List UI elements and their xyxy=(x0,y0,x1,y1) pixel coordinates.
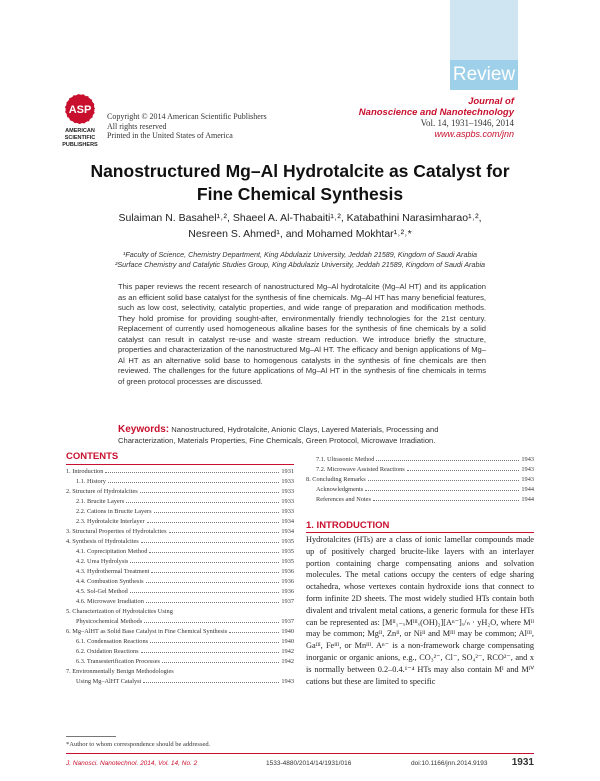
contents-entry-page: 1935 xyxy=(281,538,294,545)
contents-leader-dots xyxy=(141,542,280,543)
logo-text: ASP xyxy=(68,104,92,116)
contents-entry-page: 1933 xyxy=(281,508,294,515)
contents-entry[interactable] xyxy=(66,607,294,617)
contents-entry-page: 1940 xyxy=(281,638,294,645)
contents-entry-page: 1935 xyxy=(281,558,294,565)
contents-leader-dots xyxy=(365,490,519,491)
contents-leader-dots xyxy=(368,480,520,481)
contents-heading: CONTENTS xyxy=(66,451,119,462)
journal-info xyxy=(359,97,514,139)
paper-title xyxy=(60,160,540,206)
contents-entry-page: 1936 xyxy=(281,568,294,575)
contents-entry-label: 7. Environmentally Benign Methodologies xyxy=(66,668,174,675)
contents-entry-label: 6.2. Oxidation Reactions xyxy=(76,648,139,655)
contents-entry[interactable] xyxy=(66,627,294,637)
contents-entry-label: 4.4. Combustion Synthesis xyxy=(76,578,144,585)
keywords xyxy=(118,425,486,446)
contents-entry-label: 2.2. Cations in Brucite Layers xyxy=(76,508,152,515)
footer-rule xyxy=(66,753,534,754)
journal-url[interactable]: www.aspbs.com/jnn xyxy=(434,128,514,139)
contents-entry-label: 1.1. History xyxy=(76,478,106,485)
contents-leader-dots xyxy=(169,532,280,533)
contents-leader-dots xyxy=(162,662,279,663)
contents-entry-label: 2. Structure of Hydrotalcites xyxy=(66,488,138,495)
contents-entry-label: Acknowledgments xyxy=(316,486,364,493)
contents-leader-dots xyxy=(373,500,520,501)
contents-leader-dots xyxy=(105,472,279,473)
footnote: *Author to whom correspondence should be addressed. xyxy=(66,741,211,748)
contents-entry-page: 1944 xyxy=(521,486,534,493)
intro-rule xyxy=(306,532,534,533)
contents-entry[interactable] xyxy=(306,485,534,495)
contents-entry-label: 4.5. Sol-Gel Method xyxy=(76,588,128,595)
contents-entry-page: 1942 xyxy=(281,648,294,655)
contents-entry-page: 1936 xyxy=(281,578,294,585)
contents-leader-dots xyxy=(146,582,280,583)
contents-entry-page: 1934 xyxy=(281,518,294,525)
logo-sub-1: AMERICAN xyxy=(65,128,95,134)
copyright-line: Copyright © 2014 American Scientific Publishers xyxy=(107,112,267,121)
contents-leader-dots xyxy=(151,572,279,573)
contents-entry-label: 5. Characterization of Hydrotalcites Using xyxy=(66,608,173,615)
contents-leader-dots xyxy=(376,460,519,461)
affiliations xyxy=(60,250,540,270)
contents-entry-page: 1944 xyxy=(521,496,534,503)
footer-issn: 1533-4880/2014/14/1931/016 xyxy=(266,760,352,767)
contents-leader-dots xyxy=(143,682,279,683)
asp-logo xyxy=(60,92,100,152)
contents-entry-label: 1. Introduction xyxy=(66,468,104,475)
contents-entry[interactable] xyxy=(66,547,294,557)
introduction-text: Hydrotalcites (HTs) are a class of ionic lamellar compounds made up of positively charged brucite-like layers with an interlayer portion containing charge compensating anions and solvation molecules. The metal cations occupy the centers of edge sharing octahedra, whose vertexes contain hydroxide ions that connect to form infinite 2D sheets. The most widely studied HTs contain both divalent and trivalent metal cations, a generic formula for these HTs can be represented as: [Mᴵᴵ₁₋ₓMᴵᴵᴵₓ(OH)₂][Aⁿ⁻]ₓ/ₙ · yH₂O, where Mᴵᴵ may be common; Mgᴵᴵ, Znᴵᴵ, or Niᴵᴵ and Mᴵᴵᴵ may be common; Alᴵᴵᴵ, Gaᴵᴵᴵ, Feᴵᴵᴵ, or Mnᴵᴵᴵ. Aⁿ⁻ is a non-framework charge compensating inorganic or organic anions, e.g., CO₃²⁻, Cl⁻, SO₄²⁻, RCO²⁻, and x is normally between 0.2–0.4.¹⁻⁴ HTs may also contain Mᴵ and Mᴵⱽ cations but these are limited to specific xyxy=(306,535,534,686)
affiliation-1: ¹Faculty of Science, Chemistry Department, King Abdulaziz University, Jeddah 21589, Kingdom of Saudi Arabia xyxy=(122,250,478,259)
contents-entry[interactable] xyxy=(306,455,534,465)
contents-entry-page: 1936 xyxy=(281,588,294,595)
authors xyxy=(60,210,540,242)
contents-leader-dots xyxy=(126,502,279,503)
contents-entry[interactable] xyxy=(66,487,294,497)
abstract: This paper reviews the recent research of nanostructured Mg–Al hydrotalcite (Mg–Al HT) and its application as an efficient solid base catalyst for the synthesis of fine chemicals. Mg–Al HT has many beneficial features, such as low cost, selectivity, catalytic properties, and wide range of preparation and modification methods. They hold promise for providing sought-after, environmentally friendly technologies for the 21st century. Replacement of currently used homogeneous alkaline bases for the synthesis of fine chemicals by a solid catalyst can result in catalyst re-use and waste stream reduction. We introduce briefly the structure, properties and characterization of the nanostructured Mg–Al HT. The efficacy and benign applications of Mg–Al HT as an alternative solid base to homogenous catalysts in the synthesis of fine chemicals are then reviewed. The challenges for the future applications of Mg–Al HT in the synthesis of fine chemicals in terms of green protocol processes are discussed. xyxy=(118,282,486,386)
contents-rule xyxy=(66,464,294,465)
contents-leader-dots xyxy=(141,652,280,653)
title-line-1: Nanostructured Mg–Al Hydrotalcite as Catalyst for xyxy=(90,161,510,181)
review-banner-stripe xyxy=(450,0,518,60)
page-number: 1931 xyxy=(511,757,534,768)
contents-entry-page: 1933 xyxy=(281,498,294,505)
title-line-2: Fine Chemical Synthesis xyxy=(196,184,404,204)
contents-entry-label: Physicochemical Methods xyxy=(76,618,143,625)
contents-entry-label: Using Mg–AlHT Catalyst xyxy=(76,678,142,685)
contents-entry-page: 1934 xyxy=(281,528,294,535)
logo-sub-2: SCIENTIFIC xyxy=(64,135,96,141)
footnote-rule xyxy=(66,736,116,737)
contents-entry-label: 6. Mg–AlHT as Solid Base Catalyst in Fine Chemical Synthesis xyxy=(66,628,228,635)
contents-entry-label: 4.6. Microwave Irradiation xyxy=(76,598,144,605)
footer-journal: J. Nanosci. Nanotechnol. 2014, Vol. 14, No. 2 xyxy=(66,760,198,767)
contents-leader-dots xyxy=(130,592,280,593)
contents-entry-label: 4.3. Hydrothermal Treatment xyxy=(76,568,150,575)
contents-entry[interactable] xyxy=(66,567,294,577)
contents-entry-label: 4. Synthesis of Hydrotalcites xyxy=(66,538,139,545)
contents-entry-page: 1943 xyxy=(521,466,534,473)
contents-entry[interactable] xyxy=(66,467,294,477)
contents-entry-page: 1937 xyxy=(281,618,294,625)
contents-entry-label: 8. Concluding Remarks xyxy=(306,476,366,483)
journal-name-1: Journal of xyxy=(468,96,514,107)
journal-volume: Vol. 14, 1931–1946, 2014 xyxy=(420,118,514,128)
contents-entry-label: 4.1. Coprecipitation Method xyxy=(76,548,148,555)
contents-entry-page: 1935 xyxy=(281,548,294,555)
introduction-heading: 1. INTRODUCTION xyxy=(306,520,390,531)
publisher-info xyxy=(107,112,267,141)
contents-leader-dots xyxy=(146,602,280,603)
contents-entry[interactable] xyxy=(66,577,294,587)
contents-entry-page: 1942 xyxy=(281,658,294,665)
contents-entry[interactable] xyxy=(66,537,294,547)
contents-leader-dots xyxy=(130,562,279,563)
authors-line-1: Sulaiman N. Basahel¹˒², Shaeel A. Al-Thabaiti¹˒², Katabathini Narasimharao¹˒², xyxy=(118,212,482,224)
contents-leader-dots xyxy=(229,632,279,633)
contents-entry-page: 1933 xyxy=(281,488,294,495)
contents-entry[interactable] xyxy=(66,507,294,517)
contents-entry[interactable] xyxy=(66,527,294,537)
authors-line-2: Nesreen S. Ahmed¹, and Mohamed Mokhtar¹˒²˒* xyxy=(188,228,412,240)
contents-entry-page: 1943 xyxy=(281,678,294,685)
contents-entry-label: 2.1. Brucite Layers xyxy=(76,498,125,505)
contents-entry[interactable] xyxy=(66,557,294,567)
contents-entry-page: 1943 xyxy=(521,456,534,463)
keywords-label: Keywords: xyxy=(118,424,170,435)
contents-entry-page: 1937 xyxy=(281,598,294,605)
contents-entry-label: 7.2. Microwave Assisted Reactions xyxy=(316,466,405,473)
contents-list-left xyxy=(66,467,294,687)
contents-entry[interactable] xyxy=(306,475,534,485)
contents-entry-page: 1940 xyxy=(281,628,294,635)
contents-list-right xyxy=(306,455,534,505)
contents-entry[interactable] xyxy=(66,647,294,657)
contents-entry[interactable] xyxy=(66,517,294,527)
footer-doi[interactable]: doi:10.1166/jnn.2014.9193 xyxy=(411,760,488,767)
contents-entry[interactable] xyxy=(66,667,294,677)
contents-entry[interactable] xyxy=(66,637,294,647)
contents-entry[interactable] xyxy=(66,497,294,507)
contents-leader-dots xyxy=(108,482,279,483)
affiliation-2: ²Surface Chemistry and Catalytic Studies Group, King Abdulaziz University, Jeddah 21589, Kingdom of Saudi Arabia xyxy=(114,260,486,269)
contents-leader-dots xyxy=(147,522,280,523)
printed-line: Printed in the United States of America xyxy=(107,131,233,140)
logo-sub-3: PUBLISHERS xyxy=(62,142,98,148)
rights-line: All rights reserved xyxy=(107,121,167,131)
contents-leader-dots xyxy=(140,492,280,493)
contents-entry-page: 1943 xyxy=(521,476,534,483)
contents-entry-label: 6.3. Transesterification Processes xyxy=(76,658,160,665)
contents-entry-label: 4.2. Urea Hydrolysis xyxy=(76,558,129,565)
contents-entry[interactable] xyxy=(66,617,294,627)
contents-leader-dots xyxy=(144,622,279,623)
contents-entry[interactable] xyxy=(306,465,534,475)
contents-leader-dots xyxy=(154,512,280,513)
contents-leader-dots xyxy=(407,470,520,471)
contents-entry-label: References and Notes xyxy=(316,496,371,503)
contents-entry-label: 3. Structural Properties of Hydrotalcites xyxy=(66,528,167,535)
contents-entry-label: 7.1. Ultrasonic Method xyxy=(316,456,375,463)
contents-entry-label: 6.1. Condensation Reactions xyxy=(76,638,149,645)
contents-entry[interactable] xyxy=(66,597,294,607)
contents-leader-dots xyxy=(150,642,279,643)
contents-entry[interactable] xyxy=(66,657,294,667)
contents-entry-label: 2.3. Hydrotalcite Interlayer xyxy=(76,518,145,525)
contents-entry[interactable] xyxy=(306,495,534,505)
contents-leader-dots xyxy=(149,552,279,553)
contents-entry[interactable] xyxy=(66,587,294,597)
journal-name-2: Nanoscience and Nanotechnology xyxy=(358,106,514,118)
contents-entry-page: 1933 xyxy=(281,478,294,485)
contents-entry[interactable] xyxy=(66,677,294,687)
keywords-text: Nanostructured, Hydrotalcite, Anionic Clays, Layered Materials, Processing and Characterization, Materials Properties, Fine Chemicals, Green Protocol, Microwave Irradiation. xyxy=(118,425,439,445)
review-badge: Review xyxy=(450,60,518,90)
contents-entry[interactable] xyxy=(66,477,294,487)
contents-entry-page: 1931 xyxy=(281,468,294,475)
